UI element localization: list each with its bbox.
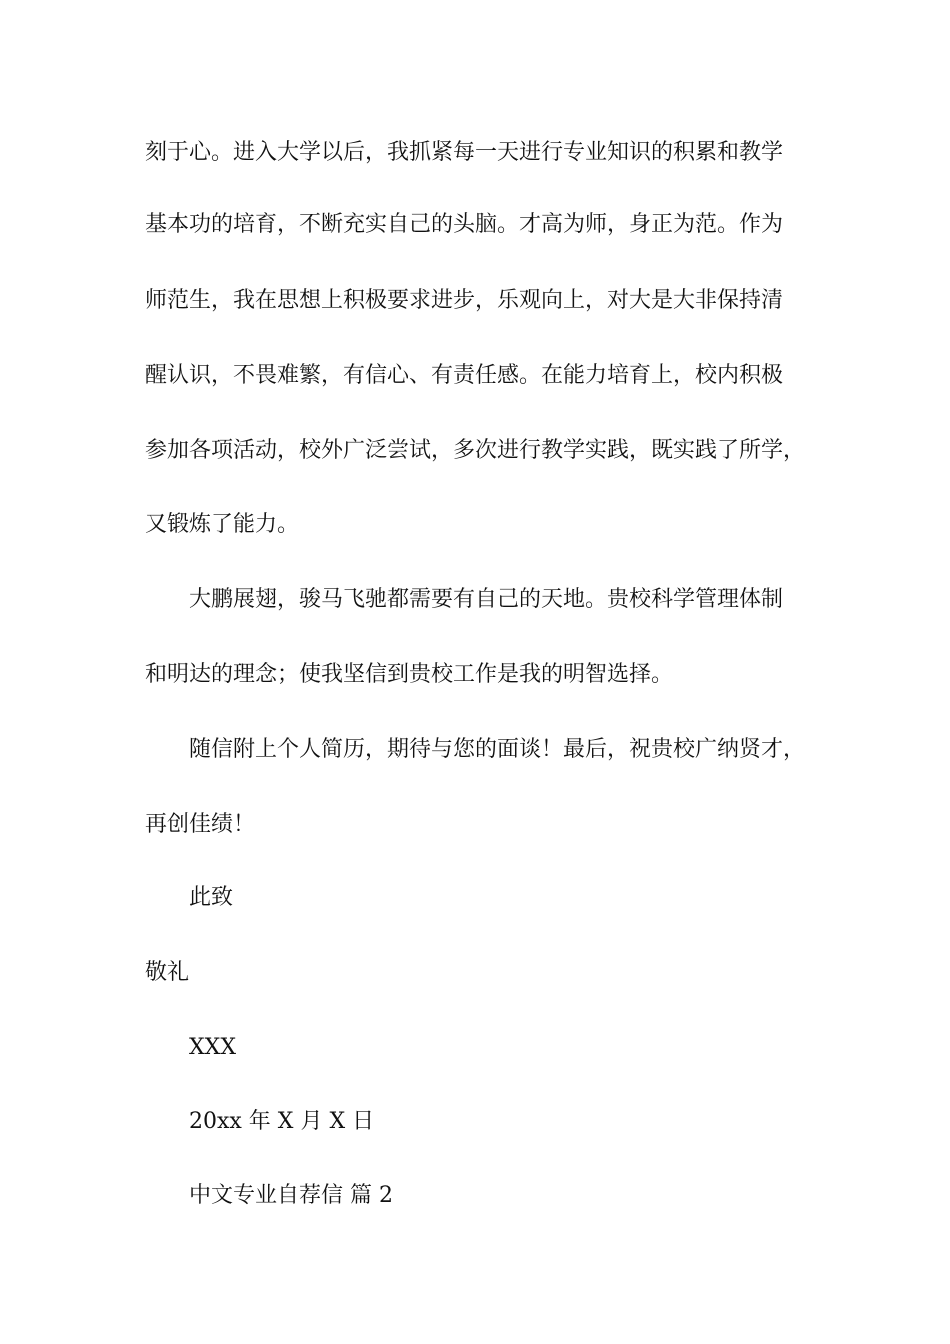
paragraph-3-line-2: 再创佳绩！ (145, 812, 256, 837)
date-text: 20xx 年 X 月 X 日 (189, 1109, 375, 1134)
paragraph-1-line-5: 参加各项活动，校外广泛尝试，多次进行教学实践，既实践了所学， (145, 438, 806, 463)
paragraph-1-line-6: 又锻炼了能力。 (145, 512, 300, 537)
paragraph-2-line-1: 大鹏展翅，骏马飞驰都需要有自己的天地。贵校科学管理体制 (189, 587, 784, 612)
paragraph-1-line-1: 刻于心。进入大学以后，我抓紧每一天进行专业知识的积累和教学 (145, 140, 784, 165)
paragraph-1-line-3: 师范生，我在思想上积极要求进步，乐观向上，对大是大非保持清 (145, 288, 784, 313)
closing-text: 此致 (189, 885, 234, 910)
signature-text: XXX (189, 1035, 236, 1060)
paragraph-1-line-4: 醒认识，不畏难繁，有信心、有责任感。在能力培育上，校内积极 (145, 363, 784, 388)
paragraph-2-line-2: 和明达的理念；使我坚信到贵校工作是我的明智选择。 (145, 662, 674, 687)
salute-text: 敬礼 (145, 960, 190, 985)
next-section-heading: 中文专业自荐信 篇 2 (189, 1183, 393, 1208)
paragraph-3-line-1: 随信附上个人简历，期待与您的面谈！最后，祝贵校广纳贤才， (189, 737, 806, 762)
paragraph-1-line-2: 基本功的培育，不断充实自己的头脑。才高为师，身正为范。作为 (145, 212, 784, 237)
